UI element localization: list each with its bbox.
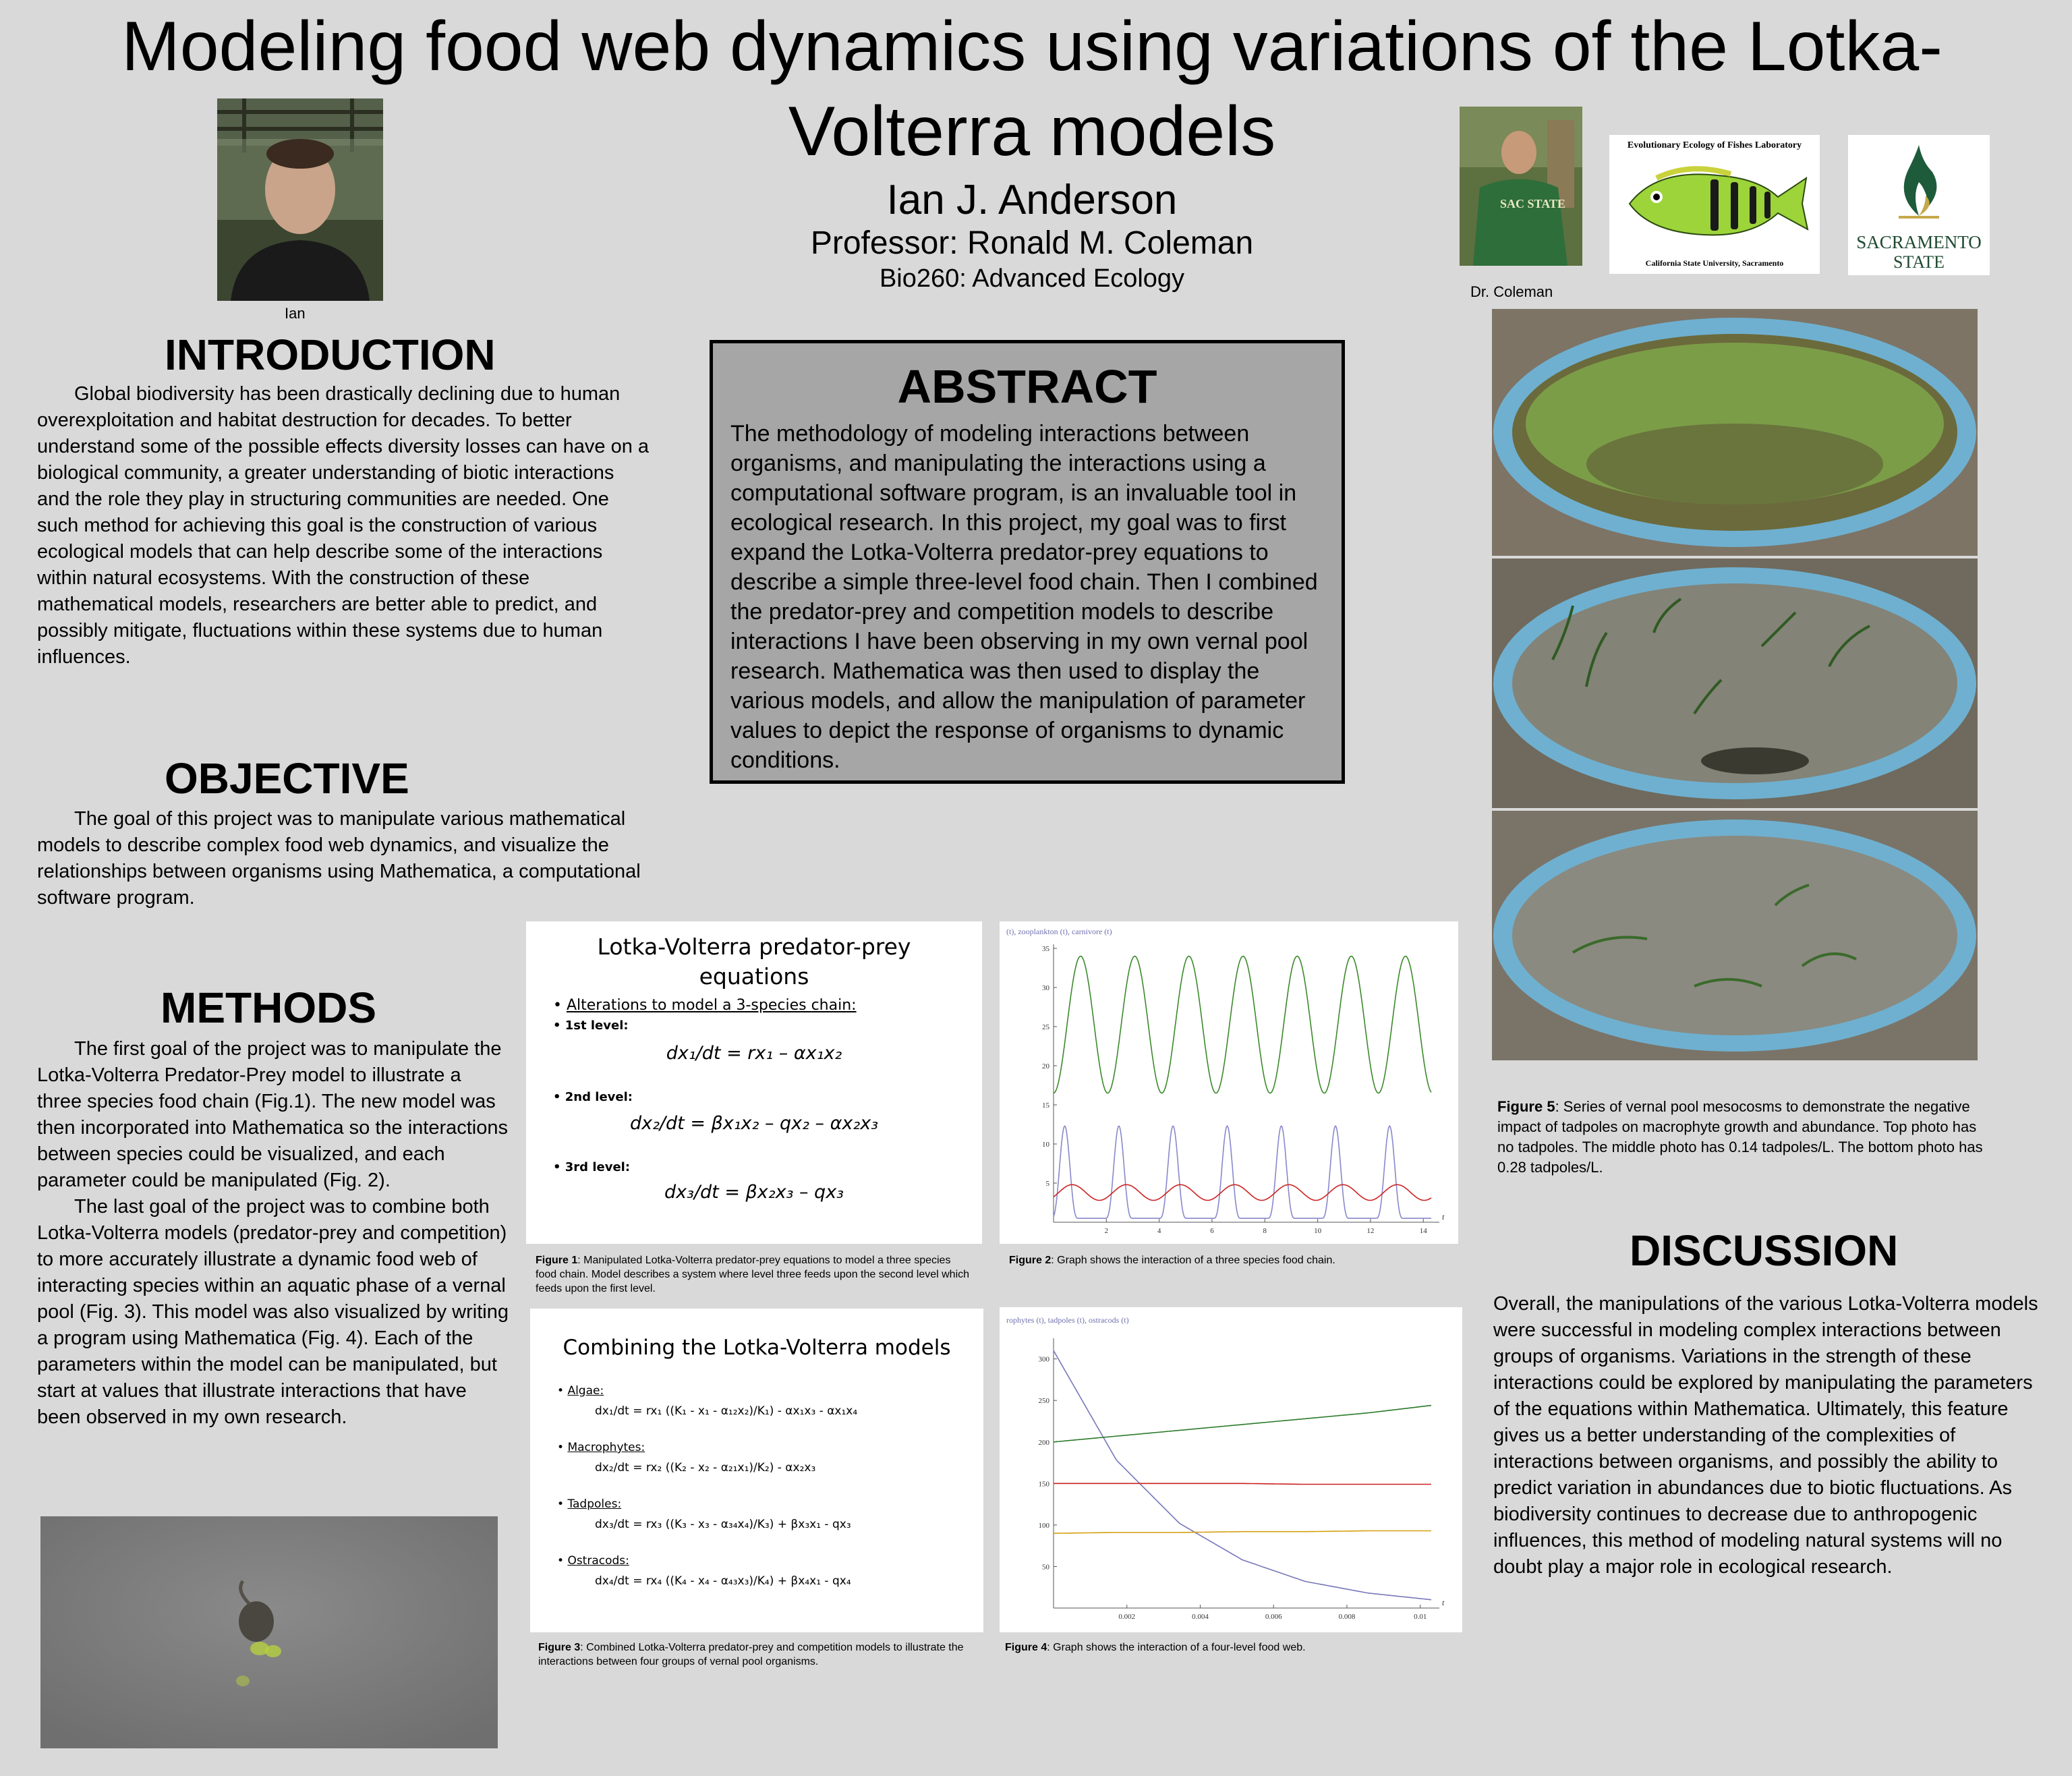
figure-5-caption-label: Figure 5: [1497, 1098, 1555, 1115]
figure-1-title-line2: equations: [699, 963, 809, 990]
discussion-paragraph: Overall, the manipulations of the various Lotka-Volterra models were successful in modeling complex interactions between groups of organisms. Variations in the strength of these interactions could be explored by manipulating the parameters of the equations within Mathematica. Ultimately, this feature gives us a better understanding of the complexities of interactions between organisms, and possibly the ability to predict variation in abundances due to biotic fluctuations. As biodiversity continues to decrease due to anthropogenic influences, this method of modeling natural systems will no doubt play a major role in ecological research.: [1493, 1293, 2038, 1578]
introduction-text: [37, 381, 651, 670]
y-tick-label: 25: [1042, 1023, 1049, 1031]
figure-5-caption: [1497, 1097, 1996, 1178]
course-name: Bio260: Advanced Ecology: [879, 264, 1185, 293]
mesocosm-photo-top: [1492, 309, 1978, 556]
x-tick-label: 14: [1419, 1227, 1427, 1235]
y-tick-label: 150: [1038, 1480, 1049, 1489]
figure-3-macrophytes-eq: dx₂/dt = rx₂ ((K₂ - x₂ - α₂₁x₁)/K₂) - αx₂x₃: [595, 1461, 816, 1474]
figure-3-macrophytes-label: Macrophytes:: [567, 1441, 645, 1454]
figure-3-tadpoles-label: Tadpoles:: [567, 1497, 622, 1511]
x-tick-label: 12: [1366, 1227, 1375, 1235]
y-tick-label: 300: [1038, 1355, 1049, 1364]
figure-4-caption: [1005, 1640, 1443, 1655]
x-tick-label: 0.01: [1414, 1613, 1427, 1621]
figure-2-caption-label: Figure 2: [1009, 1255, 1052, 1266]
figure-3-tadpoles-eq: dx₃/dt = rx₃ ((K₃ - x₃ - α₃₄x₄)/K₃) + βx₃x₁ - qx₃: [595, 1518, 851, 1531]
introduction-paragraph: Global biodiversity has been drastically declining due to human overexploitation and habitat destruction for decades. To better understand some of the possible effects diversity losses can have on a biological community, a greater understanding of biotic interactions and the role they play in structuring communities are needed. One such method for achieving this goal is the construction of various ecological models that can help describe some of the interactions within natural ecosystems. With the construction of these mathematical models, researchers are better able to predict, and possibly mitigate, fluctuations within these systems due to human influences.: [37, 383, 650, 668]
y-tick-label: 200: [1038, 1438, 1049, 1447]
y-tick-label: 35: [1042, 945, 1049, 953]
university-logo-line2: STATE: [1893, 252, 1945, 272]
figure-1-panel: [526, 921, 982, 1244]
figure-3-tadpoles: • Tadpoles:: [557, 1497, 622, 1511]
figure-1-eq2: dx₂/dt = βx₁x₂ – qx₂ – αx₂x₃: [629, 1113, 879, 1134]
figure-3-panel: [530, 1309, 983, 1632]
methods-paragraph-1: The first goal of the project was to manipulate the Lotka-Volterra Predator-Prey model to illustrate a three species food chain (Fig.1). The new model was then incorporated into Mathematica so the interactions between species could be visualized, and each parameter could be manipulated (Fig. 2).: [37, 1038, 509, 1191]
mesocosm-photo-middle: [1492, 558, 1978, 808]
figure-3-caption: [538, 1640, 977, 1669]
professor-photo: [1460, 107, 1582, 266]
figure-1-title-line1: Lotka-Volterra predator-prey: [597, 934, 911, 960]
series-line-0: [1054, 956, 1431, 1093]
figure-3-algae-eq: dx₁/dt = rx₁ ((K₁ - x₁ - α₁₂x₂)/K₁) - αx₁x₃ - αx₁x₄: [595, 1404, 858, 1418]
figure-4-chart: [1000, 1307, 1462, 1632]
figure-3-algae: • Algae:: [557, 1384, 604, 1398]
series-line-0: [1054, 1350, 1431, 1599]
figure-1-level1-text: 1st level:: [565, 1019, 629, 1033]
figure-1-level2: • 2nd level:: [553, 1090, 633, 1104]
figure-3-ostracods-label: Ostracods:: [567, 1554, 629, 1568]
flame-icon: [1889, 142, 1949, 223]
x-tick-label: 10: [1314, 1227, 1322, 1235]
x-tick-label: 0.008: [1338, 1613, 1356, 1621]
y-tick-label: 15: [1042, 1101, 1049, 1110]
author-photo: [217, 98, 383, 301]
figure-4-caption-text: : Graph shows the interaction of a four-level food web.: [1047, 1642, 1306, 1653]
y-tick-label: 10: [1042, 1141, 1049, 1149]
abstract-heading: ABSTRACT: [897, 360, 1157, 413]
discussion-text: [1493, 1291, 2046, 1580]
y-tick-label: 20: [1042, 1062, 1049, 1070]
figure-3-algae-label: Algae:: [567, 1384, 604, 1398]
figure-1-bullet: • Alterations to model a 3-species chain:: [553, 997, 857, 1014]
x-tick-label: 0.002: [1118, 1613, 1136, 1621]
figure-3-caption-label: Figure 3: [538, 1642, 581, 1653]
figure-3-ostracods-eq: dx₄/dt = rx₄ ((K₄ - x₄ - α₄₃x₃)/K₄) + βx₄x₁ - qx₄: [595, 1574, 851, 1588]
figure-2-panel: [1000, 921, 1458, 1244]
figure-2-caption: [1009, 1253, 1447, 1267]
figure-1-level3-text: 3rd level:: [565, 1160, 631, 1174]
figure-5-caption-text: : Series of vernal pool mesocosms to demonstrate the negative impact of tadpoles on macrophyte growth and abundance. Top photo has no tadpoles. The middle photo has 0.14 tadpoles/L. The bottom photo has 0.28 tadpoles/L.: [1497, 1098, 1983, 1176]
university-logo: [1848, 135, 1990, 275]
figure-4-legend: rophytes (t), tadpoles (t), ostracods (t): [1006, 1315, 1129, 1325]
figure-4-panel: [1000, 1307, 1462, 1632]
figure-3-caption-text: : Combined Lotka-Volterra predator-prey and competition models to illustrate the interactions between four groups of vernal pool organisms.: [538, 1642, 964, 1667]
figure-1-eq1: dx₁/dt = rx₁ – αx₁x₂: [666, 1043, 842, 1064]
methods-text: [37, 1036, 509, 1431]
x-tick-label: 0.006: [1265, 1613, 1282, 1621]
introduction-heading: INTRODUCTION: [165, 331, 496, 379]
author-name: Ian J. Anderson: [886, 177, 1178, 223]
x-axis-label: t: [1442, 1598, 1445, 1607]
series-line-2: [1054, 1184, 1431, 1200]
abstract-box: [710, 340, 1345, 784]
figure-3-macrophytes: • Macrophytes:: [557, 1441, 645, 1454]
x-tick-label: 6: [1210, 1227, 1214, 1235]
mesocosm-photo-bottom: [1492, 811, 1978, 1060]
university-logo-line1: SACRAMENTO: [1856, 232, 1982, 252]
tadpole-photo: [40, 1516, 498, 1748]
y-tick-label: 250: [1038, 1397, 1049, 1406]
objective-paragraph: The goal of this project was to manipulate various mathematical models to describe complex food web dynamics, and visualize the relationships between organisms using Mathematica, a computational software program.: [37, 808, 641, 909]
x-tick-label: 0.004: [1192, 1613, 1209, 1621]
series-line-1: [1054, 1406, 1431, 1442]
fish-icon: [1616, 156, 1813, 251]
professor-photo-caption: Dr. Coleman: [1470, 283, 1553, 300]
methods-heading: METHODS: [161, 983, 376, 1032]
methods-paragraph-2: The last goal of the project was to combine both Lotka-Volterra models (predator-prey and competition) to more accurately illustrate a dynamic food web of interacting species within an aquatic phase of a vernal pool (Fig. 3). This model was also visualized by writing a program using Mathematica (Fig. 4). Each of the parameters within the model can be manipulated, but start at values that illustrate interactions that have been observed in my own research.: [37, 1196, 509, 1428]
figure-1-level1: • 1st level:: [553, 1019, 629, 1033]
figure-2-caption-text: : Graph shows the interaction of a three species food chain.: [1051, 1255, 1335, 1266]
y-tick-label: 5: [1045, 1180, 1049, 1188]
figure-1-caption-label: Figure 1: [536, 1255, 578, 1266]
figure-3-ostracods: • Ostracods:: [557, 1554, 629, 1568]
svg-text:SAC STATE: SAC STATE: [1500, 197, 1565, 210]
figure-1-caption-text: : Manipulated Lotka-Volterra predator-prey equations to model a three species food chain. Model describes a system where level three feeds upon the second level which feeds upon the first level.: [536, 1255, 970, 1294]
series-line-2: [1054, 1483, 1431, 1484]
figure-1-level3: • 3rd level:: [553, 1160, 631, 1174]
y-tick-label: 100: [1038, 1521, 1049, 1530]
lab-logo-title: Evolutionary Ecology of Fishes Laboratory: [1627, 140, 1802, 150]
poster-title: Modeling food web dynamics using variations of the Lotka-Volterra models: [121, 7, 1942, 171]
discussion-heading: DISCUSSION: [1630, 1226, 1899, 1275]
figure-3-title: Combining the Lotka-Volterra models: [563, 1336, 951, 1360]
objective-text: [37, 806, 651, 911]
objective-heading: OBJECTIVE: [165, 754, 409, 803]
x-tick-label: 4: [1157, 1227, 1161, 1235]
figure-1-caption: [536, 1253, 974, 1296]
figure-1-eq3: dx₃/dt = βx₂x₃ – qx₃: [664, 1182, 844, 1203]
figure-2-legend: (t), zooplankton (t), carnivore (t): [1006, 927, 1112, 936]
series-line-1: [1054, 1126, 1431, 1218]
y-tick-label: 50: [1042, 1563, 1049, 1572]
x-tick-label: 8: [1263, 1227, 1267, 1235]
abstract-text: The methodology of modeling interactions between organisms, and manipulating the interactions using a computational software program, is an invaluable tool in ecological research. In this project, my goal was to first expand the Lotka-Volterra predator-prey equations to describe a simple three-level food chain. Then I combined the predator-prey and competition models to describe interactions I have been observing in my own vernal pool research. Mathematica was then used to display the various models, and allow the manipulation of parameter values to depict the response of organisms to dynamic conditions.: [730, 421, 1318, 773]
figure-1-bullet-text: Alterations to model a 3-species chain:: [566, 997, 857, 1014]
x-tick-label: 2: [1104, 1227, 1109, 1235]
figure-2-chart: [1000, 921, 1458, 1244]
figure-4-caption-label: Figure 4: [1005, 1642, 1047, 1653]
series-line-3: [1054, 1531, 1431, 1534]
figure-1-level2-text: 2nd level:: [565, 1090, 633, 1104]
author-photo-caption: Ian: [285, 305, 306, 322]
lab-logo: [1609, 135, 1820, 274]
lab-logo-footer: California State University, Sacramento: [1645, 258, 1784, 268]
x-axis-label: t: [1442, 1212, 1445, 1222]
professor-name: Professor: Ronald M. Coleman: [810, 225, 1254, 261]
y-tick-label: 30: [1042, 984, 1049, 992]
